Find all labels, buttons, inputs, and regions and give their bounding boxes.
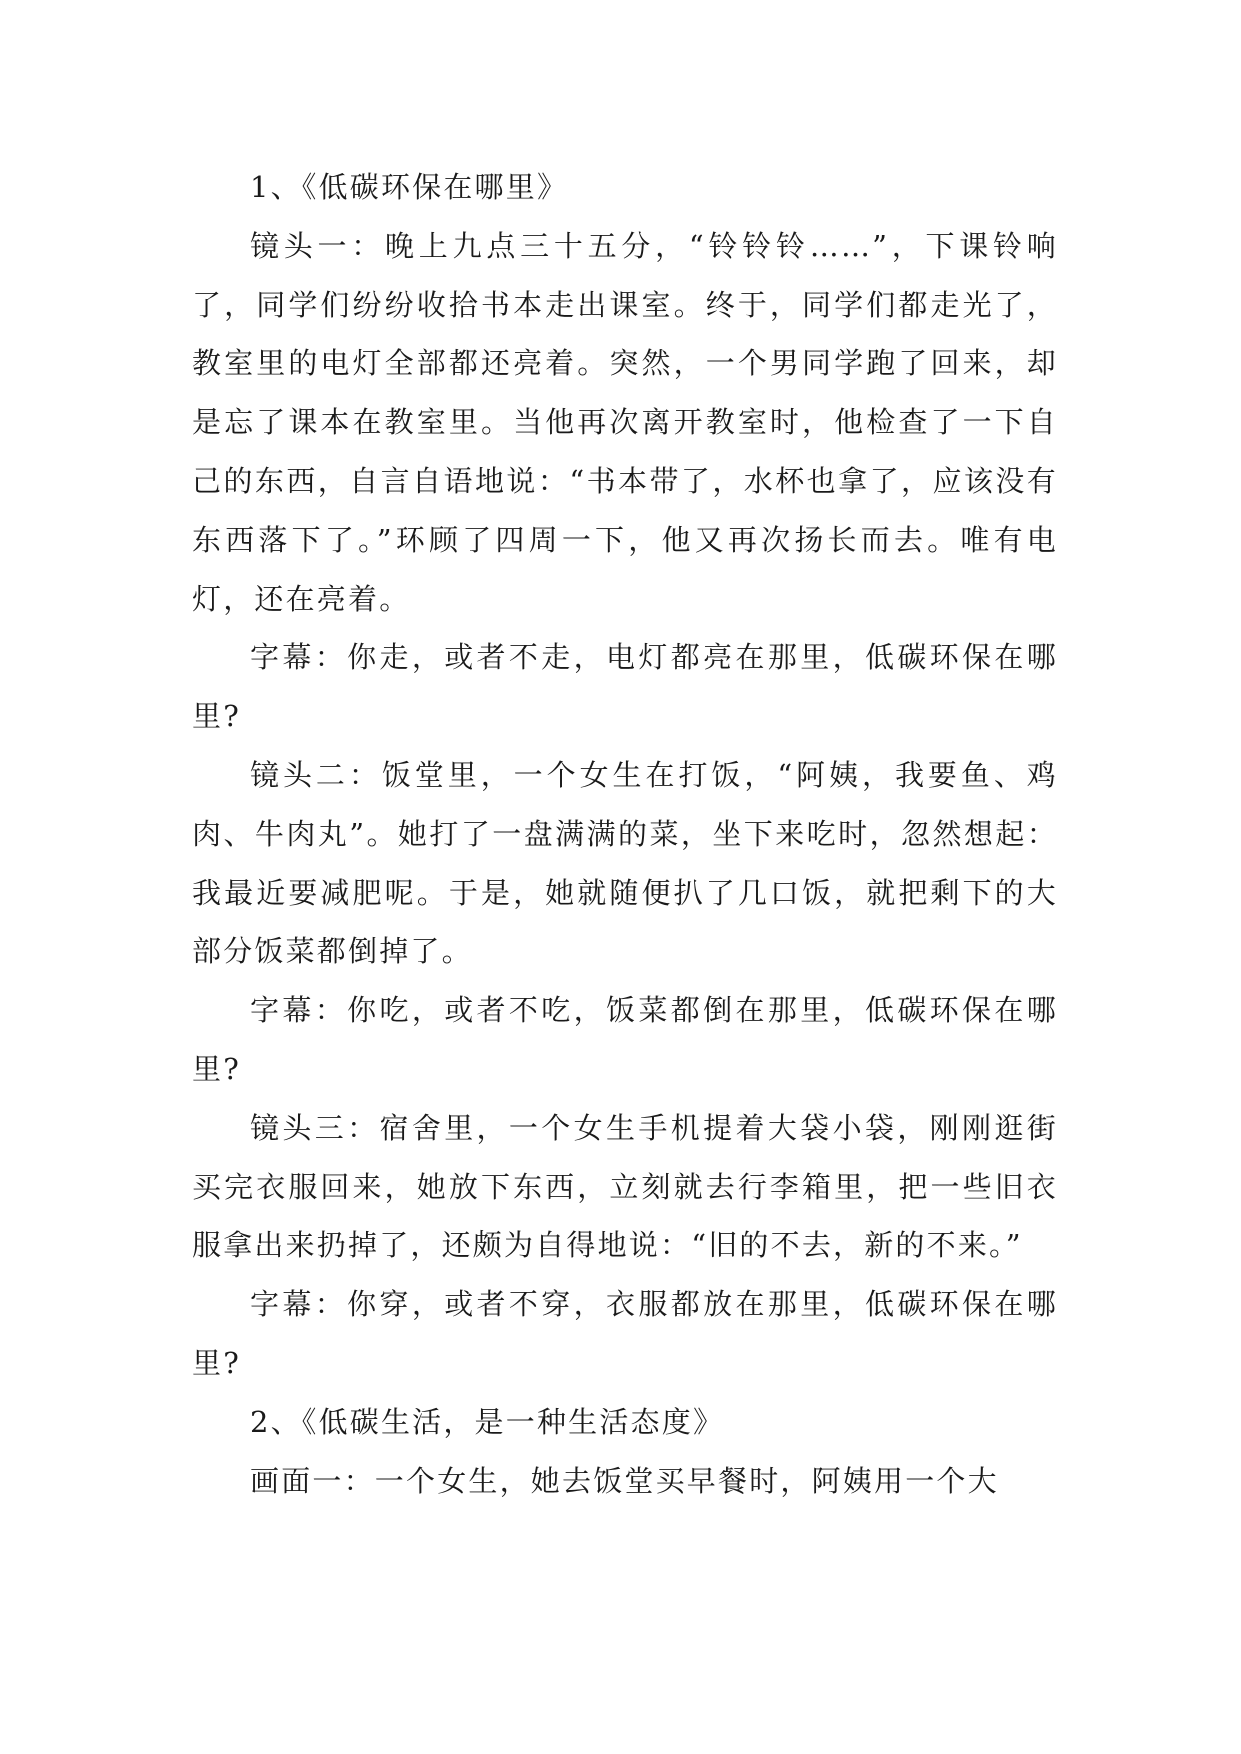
paragraph-caption-three: 字幕：你穿，或者不穿，衣服都放在那里，低碳环保在哪里? — [192, 1287, 1058, 1380]
heading-low-carbon-attitude: 2、《低碳生活，是一种生活态度》 — [250, 1404, 725, 1439]
paragraph-caption-one: 字幕：你走，或者不走，电灯都亮在那里，低碳环保在哪里? — [192, 640, 1058, 734]
paragraph-caption-two: 字幕：你吃，或者不吃，饭菜都倒在那里，低碳环保在哪里? — [192, 993, 1058, 1086]
paragraph-shot-one: 镜头一：晚上九点三十五分，“铃铃铃……”，下课铃响了，同学们纷纷收拾书本走出课室。终于，同学们都走光了，教室里的电灯全部都还亮着。突然，一个男同学跑了回来，却是忘了课本在教室里。当他再次离开教室时，他检查了一下自己的东西，自言自语地说：“书本带了，水杯也拿了，应该没有东西落下了。”环顾了四周一下，他又再次扬长而去。唯有电灯，还在亮着。 — [192, 228, 1058, 616]
paragraph-shot-two: 镜头二：饭堂里，一个女生在打饭，“阿姨，我要鱼、鸡肉、牛肉丸”。她打了一盘满满的菜，坐下来吃时，忽然想起：我最近要减肥呢。于是，她就随便扒了几口饭，就把剩下的大部分饭菜都倒掉了。 — [192, 757, 1058, 969]
paragraph-shot-three: 镜头三：宿舍里，一个女生手机提着大袋小袋，刚刚逛街买完衣服回来，她放下东西，立刻就去行李箱里，把一些旧衣服拿出来扔掉了，还颇为自得地说：“旧的不去，新的不来。” — [192, 1110, 1058, 1263]
heading-low-carbon-where: 1、《低碳环保在哪里》 — [250, 170, 569, 204]
paragraph-scene-one: 画面一：一个女生，她去饭堂买早餐时，阿姨用一个大 — [250, 1463, 999, 1498]
document-body — [192, 158, 1058, 1510]
